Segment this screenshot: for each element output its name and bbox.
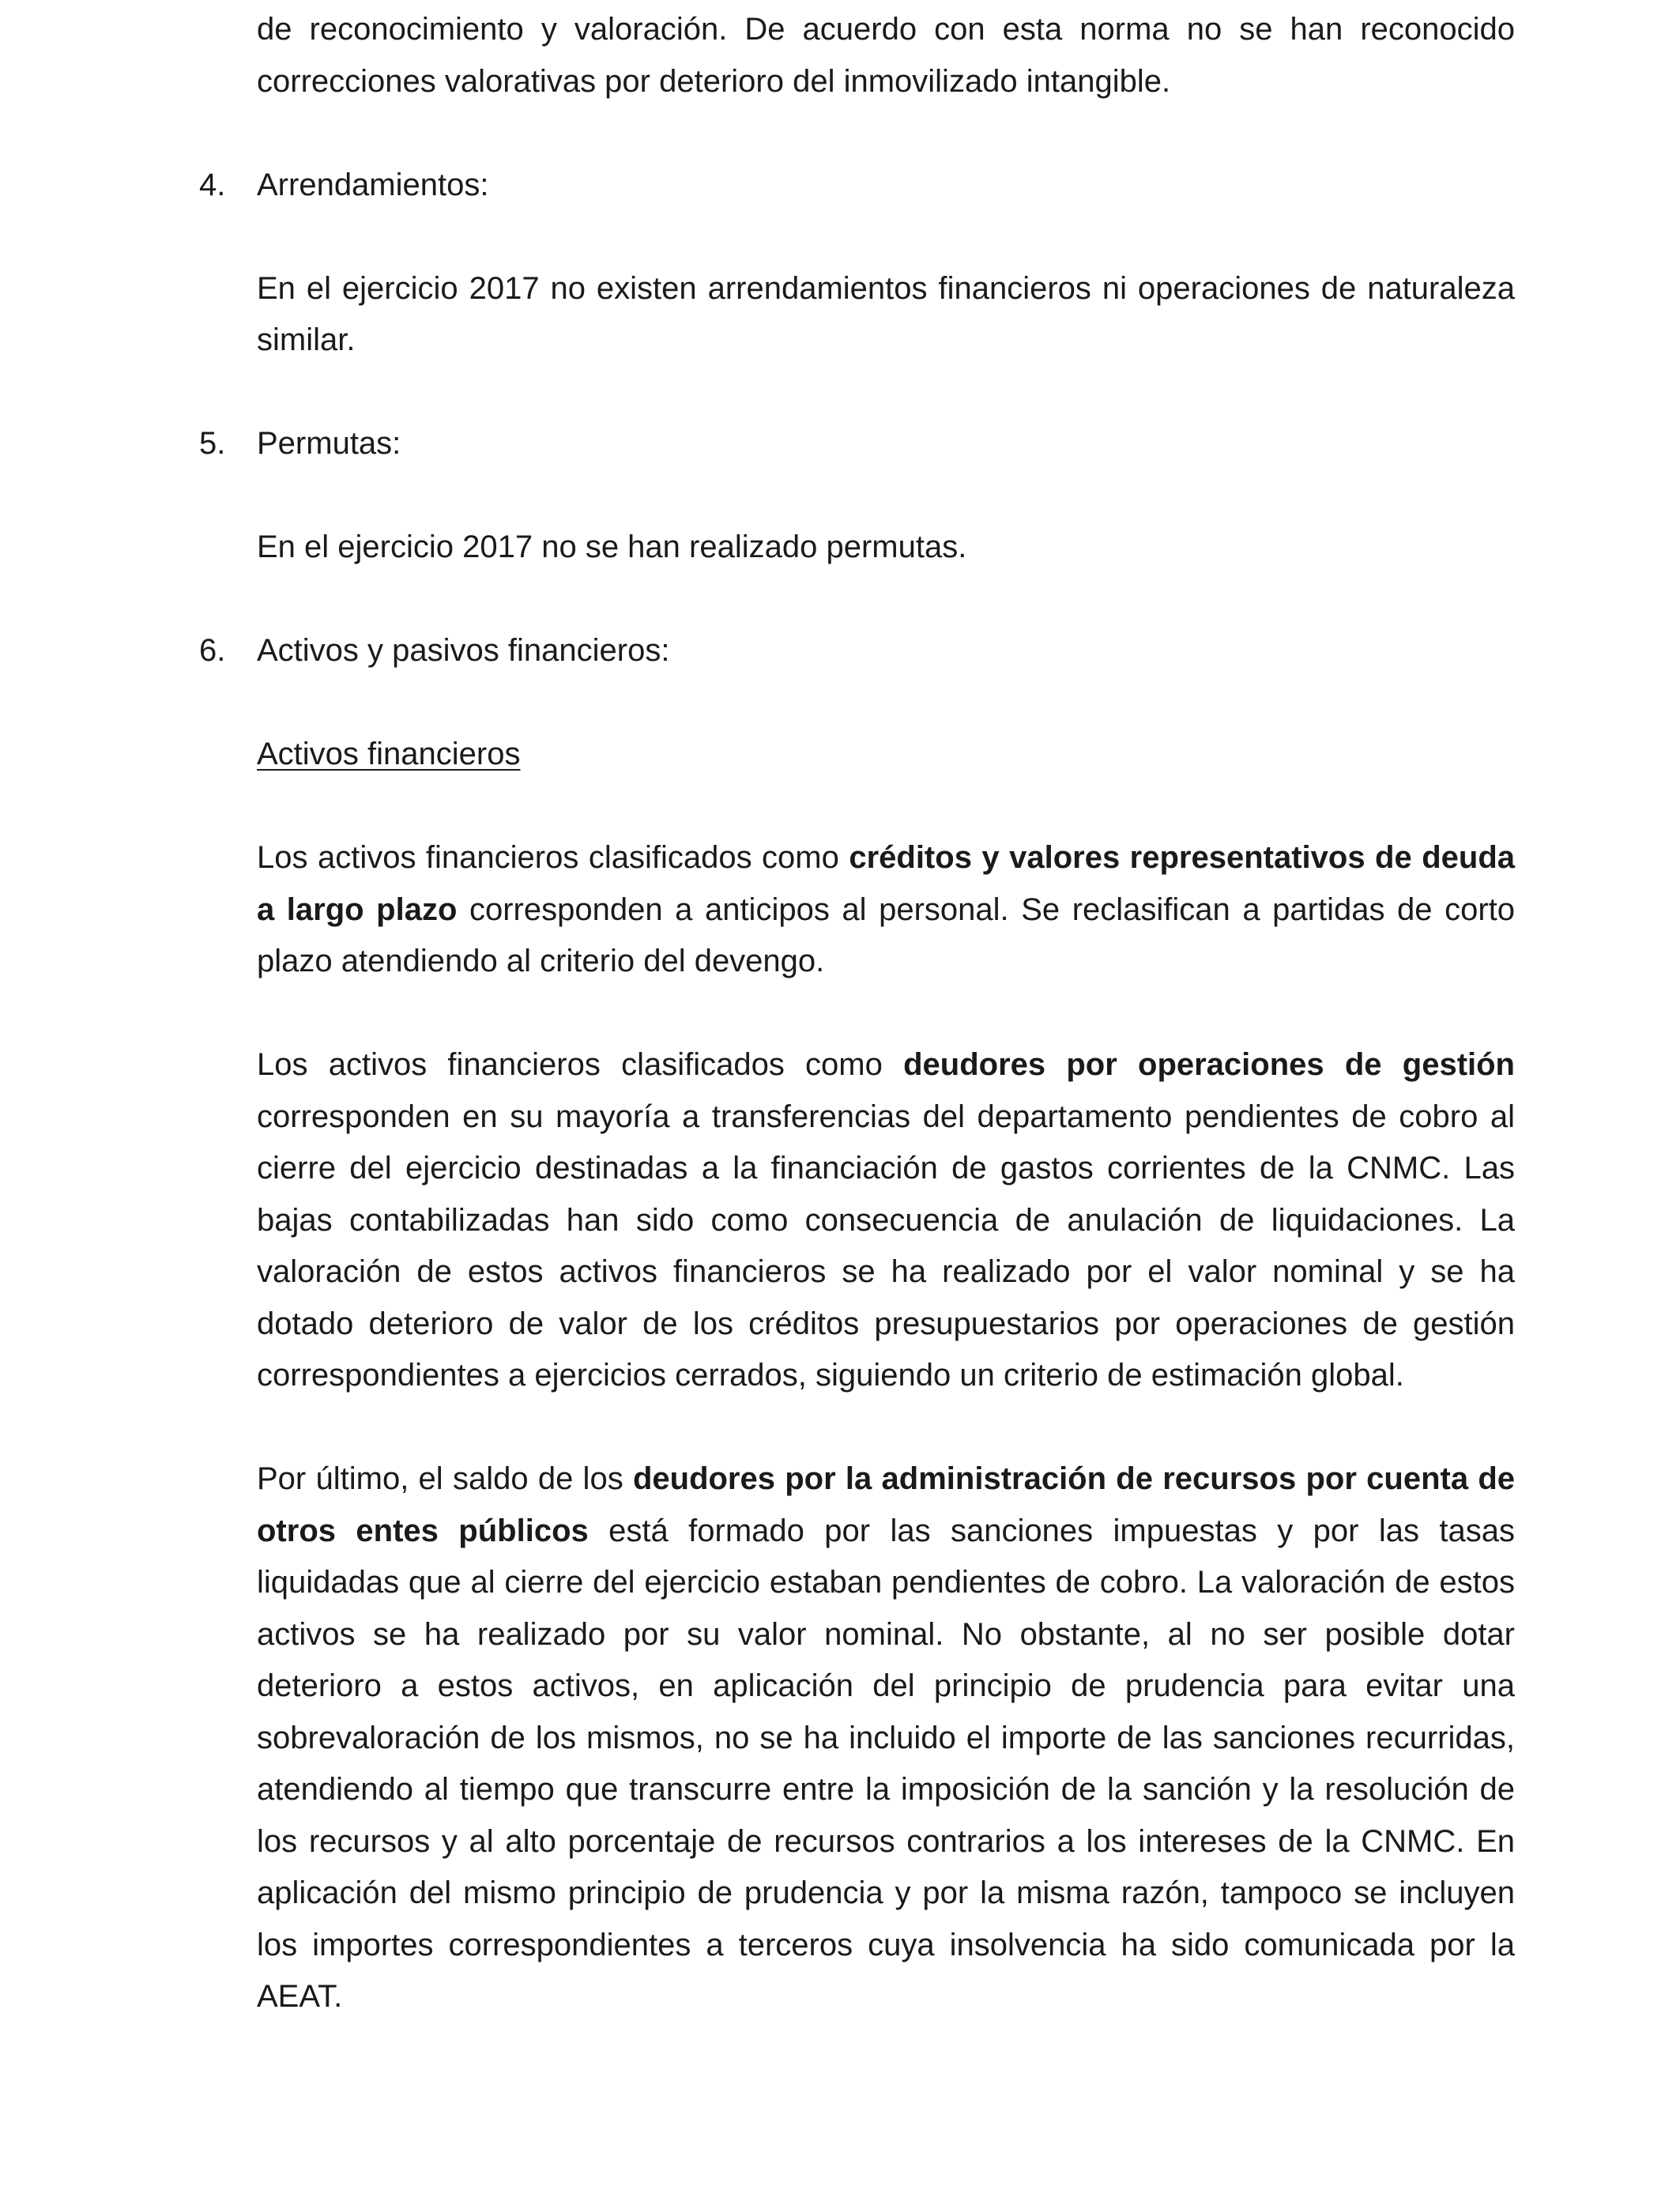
section-6 [199, 625, 1515, 677]
section-4-title: Arrendamientos: [257, 167, 489, 202]
paragraph-deudores-gestion-lead: Los activos financieros clasificados como [257, 1047, 904, 1082]
paragraph-deudores-recursos-lead: Por último, el saldo de los [257, 1461, 633, 1496]
section-5 [199, 418, 1515, 470]
section-6-title: Activos y pasivos financieros: [257, 633, 670, 668]
paragraph-deudores-gestion [257, 1039, 1515, 1402]
paragraph-creditos-lead: Los activos financieros clasificados como [257, 840, 849, 875]
section-6-number: 6. [199, 633, 226, 668]
paragraph-deudores-recursos-bold: deudores por la administración de recursos por cuenta de otros entes públicos [257, 1461, 1516, 1548]
paragraph-deudores-gestion-bold: deudores por operaciones de gestión [903, 1047, 1515, 1082]
paragraph-deudores-gestion-rest: corresponden en su mayoría a transferencias del departamento pendientes de cobro al cierre del ejercicio destinadas a la financiación de gastos corrientes de la CNMC. Las bajas contabilizadas han sido como consecuencia de anulación de liquidaciones. La valoración de estos activos financieros se ha realizado por el valor nominal y se ha dotado deterioro de valor de los créditos presupuestarios por operaciones de gestión correspondientes a ejercicios cerrados, siguiendo un criterio de estimación global. [257, 1099, 1515, 1393]
section-5-body: En el ejercicio 2017 no se han realizado permutas. [257, 530, 967, 564]
section-4 [199, 160, 1515, 212]
subheading-activos-financieros: Activos financieros [257, 737, 521, 771]
section-5-title: Permutas: [257, 426, 401, 461]
section-4-number: 4. [199, 167, 226, 202]
document-body [199, 0, 1516, 2023]
section-5-number: 5. [199, 426, 226, 461]
paragraph-creditos [257, 832, 1515, 988]
paragraph-deudores-recursos [257, 1453, 1515, 2023]
intro-paragraph: de reconocimiento y valoración. De acuerdo con esta norma no se han reconocido correcciones valorativas por deterioro del inmovilizado intangible. [257, 12, 1515, 99]
section-4-body: En el ejercicio 2017 no existen arrendamientos financieros ni operaciones de naturaleza similar. [257, 270, 1515, 357]
paragraph-deudores-recursos-rest: está formado por las sanciones impuestas y por las tasas liquidadas que al cierre del ejercicio estaban pendientes de cobro. La valoración de estos activos se ha realizado por su valor nominal. No obstante, al no ser posible dotar deterioro a estos activos, en aplicación del principio de prudencia para evitar una sobrevaloración de los mismos, no se ha incluido el importe de las sanciones recurridas, atendiendo al tiempo que transcurre entre la imposición de la sanción y la resolución de los recursos y al alto porcentaje de recursos contrarios a los intereses de la CNMC. En aplicación del mismo principio de prudencia y por la misma razón, tampoco se incluyen los importes correspondientes a terceros cuya insolvencia ha sido comunicada por la AEAT. [257, 1513, 1515, 2014]
paragraph-creditos-bold: créditos y valores representativos de deuda a largo plazo [257, 840, 1515, 927]
paragraph-creditos-rest: corresponden a anticipos al personal. Se reclasifican a partidas de corto plazo atendiendo al criterio del devengo. [257, 892, 1515, 978]
